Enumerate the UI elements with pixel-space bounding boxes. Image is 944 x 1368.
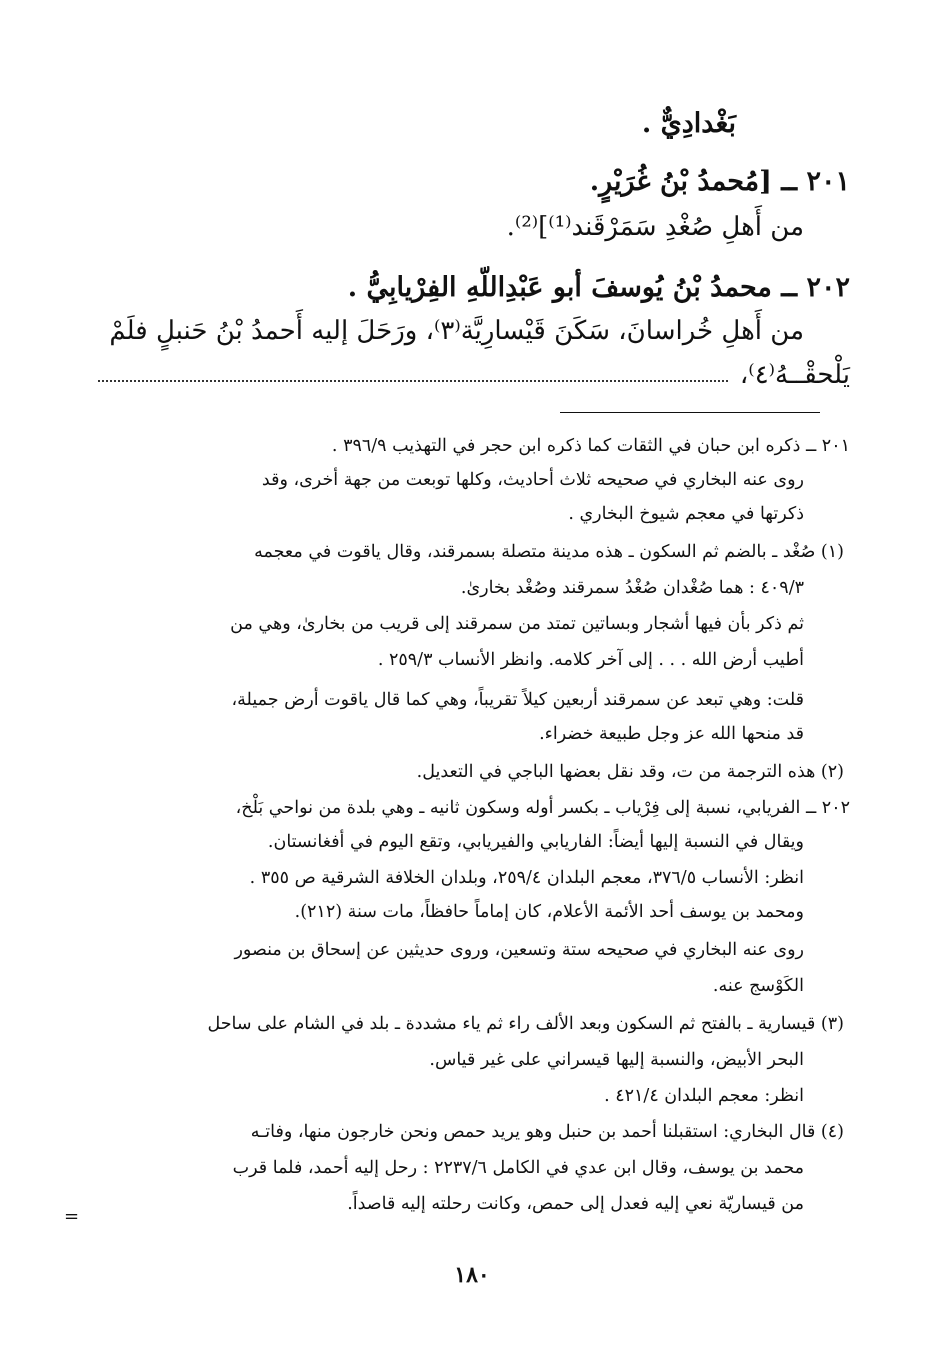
- entry-201-heading: ٢٠١ ــ [مُحمدُ بْنُ غُرَيْرٍ.: [589, 166, 850, 197]
- note-2-line-1: (٢) هذه الترجمة من ت، وقد نقل بعضها الباجي في التعديل.: [416, 762, 844, 782]
- footnote-201-line-3: ذكرتها في معجم شيوخ البخاري .: [568, 504, 804, 524]
- footnote-202-line-2: ويقال في النسبة إليها أيضاً: الفاريابي والفيريابي، وتقع اليوم في أفغانستان.: [267, 832, 804, 852]
- continuation-mark: =: [64, 1206, 80, 1227]
- note-1-line-4: أطيب أرض الله . . . إلى آخر كلامه. وانظر الأنساب ٢٥٩/٣ .: [377, 650, 804, 670]
- note-1-line-3: ثم ذكر بأن فيها أشجار وبساتين تمتد من سمرقند إلى قريب من بخارىٰ، وهي من: [230, 614, 804, 634]
- footnote-201-line-2: روى عنه البخاري في صحيحه ثلاث أحاديث، وكلها توبعت من جهة أخرى، وقد: [261, 470, 804, 490]
- entry-201-origin: من أَهلِ صُغْدِ سَمَرْقَند⁽¹⁾]⁽²⁾.: [506, 212, 804, 242]
- note-4-line-1: (٤) قال البخاري: استقبلنا أحمد بن حنبل وهو يريد حمص ونحن خارجون منها، وفاتـه: [250, 1122, 844, 1142]
- footnote-separator: [560, 412, 820, 413]
- footnote-202-line-5: روى عنه البخاري في صحيحه ستة وتسعين، وروى حديثين عن إسحاق بن منصور: [234, 940, 804, 960]
- entry-202-line-2: يَلْحقْــهُ⁽٤⁾،: [739, 360, 850, 390]
- note-1-line-2: ٤٠٩/٣ : هما صُغْدان صُغْدُ سمرقند وصُغْد بخارىٰ.: [460, 578, 804, 598]
- footnote-202-line-1: ٢٠٢ ــ الفريابي، نسبة إلى فِرْياب ـ بكسر أوله وسكون ثانيه ـ وهي بلدة من نواحي بَلْخ،: [235, 798, 850, 818]
- note-1-line-1: (١) صُغْد ـ بالضم ثم السكون ـ هذه مدينة متصلة بسمرقند، وقال ياقوت في معجمه: [254, 542, 844, 562]
- line-baghdadi: بَغْدادِيٌّ .: [641, 108, 736, 139]
- note-1-line-5: قلت: وهي تبعد عن سمرقند أربعين كيلاً تقريباً، وهي كما قال ياقوت أرض جميلة،: [231, 690, 804, 710]
- dotted-leader: [98, 380, 728, 382]
- note-3-line-3: انظر: معجم البلدان ٤٢١/٤ .: [604, 1086, 804, 1106]
- page-number: ١٨٠: [454, 1262, 490, 1288]
- entry-202-heading: ٢٠٢ ــ محمدُ بْنُ يُوسفَ أبو عَبْدِاللّهِ الفِرْيابِيُّ .: [347, 272, 850, 303]
- entry-202-line-1: من أَهلِ خُراسانَ، سَكَنَ قَيْسارِيَّة⁽٣⁾، ورَحَلَ إليه أَحمدُ بْنُ حَنبلٍ فلَمْ: [109, 316, 804, 346]
- footnote-202-line-6: الكَوْسج عنه.: [712, 976, 804, 996]
- note-4-line-3: من قيساريّة نعي إليه فعدل إلى حمص، وكانت رحلته إليه قاصداً.: [347, 1194, 804, 1214]
- footnote-202-line-4: ومحمد بن يوسف أحد الأئمة الأعلام، كان إماماً حافظاً، مات سنة (٢١٢).: [294, 902, 804, 922]
- note-3-line-2: البحر الأبيض، والنسبة إليها قيسراني على غير قياس.: [429, 1050, 804, 1070]
- note-4-line-2: محمد بن يوسف، وقال ابن عدي في الكامل ٢٢٣٧/٦ : رحل إليه أحمد، فلما قرب: [232, 1158, 804, 1178]
- note-3-line-1: (٣) قيسارية ـ بالفتح ثم السكون وبعد الألف راء ثم ياء مشددة ـ بلد في الشام على ساحل: [207, 1014, 844, 1034]
- note-1-line-6: قد منحها الله عز وجل طبيعة خضراء.: [539, 724, 804, 744]
- footnote-201-line-1: ٢٠١ ــ ذكره ابن حبان في الثقات كما ذكره ابن حجر في التهذيب ٣٩٦/٩ .: [331, 436, 850, 456]
- footnote-202-line-3: انظر: الأنساب ٣٧٦/٥، معجم البلدان ٢٥٩/٤، وبلدان الخلافة الشرقية ص ٣٥٥ .: [249, 868, 804, 888]
